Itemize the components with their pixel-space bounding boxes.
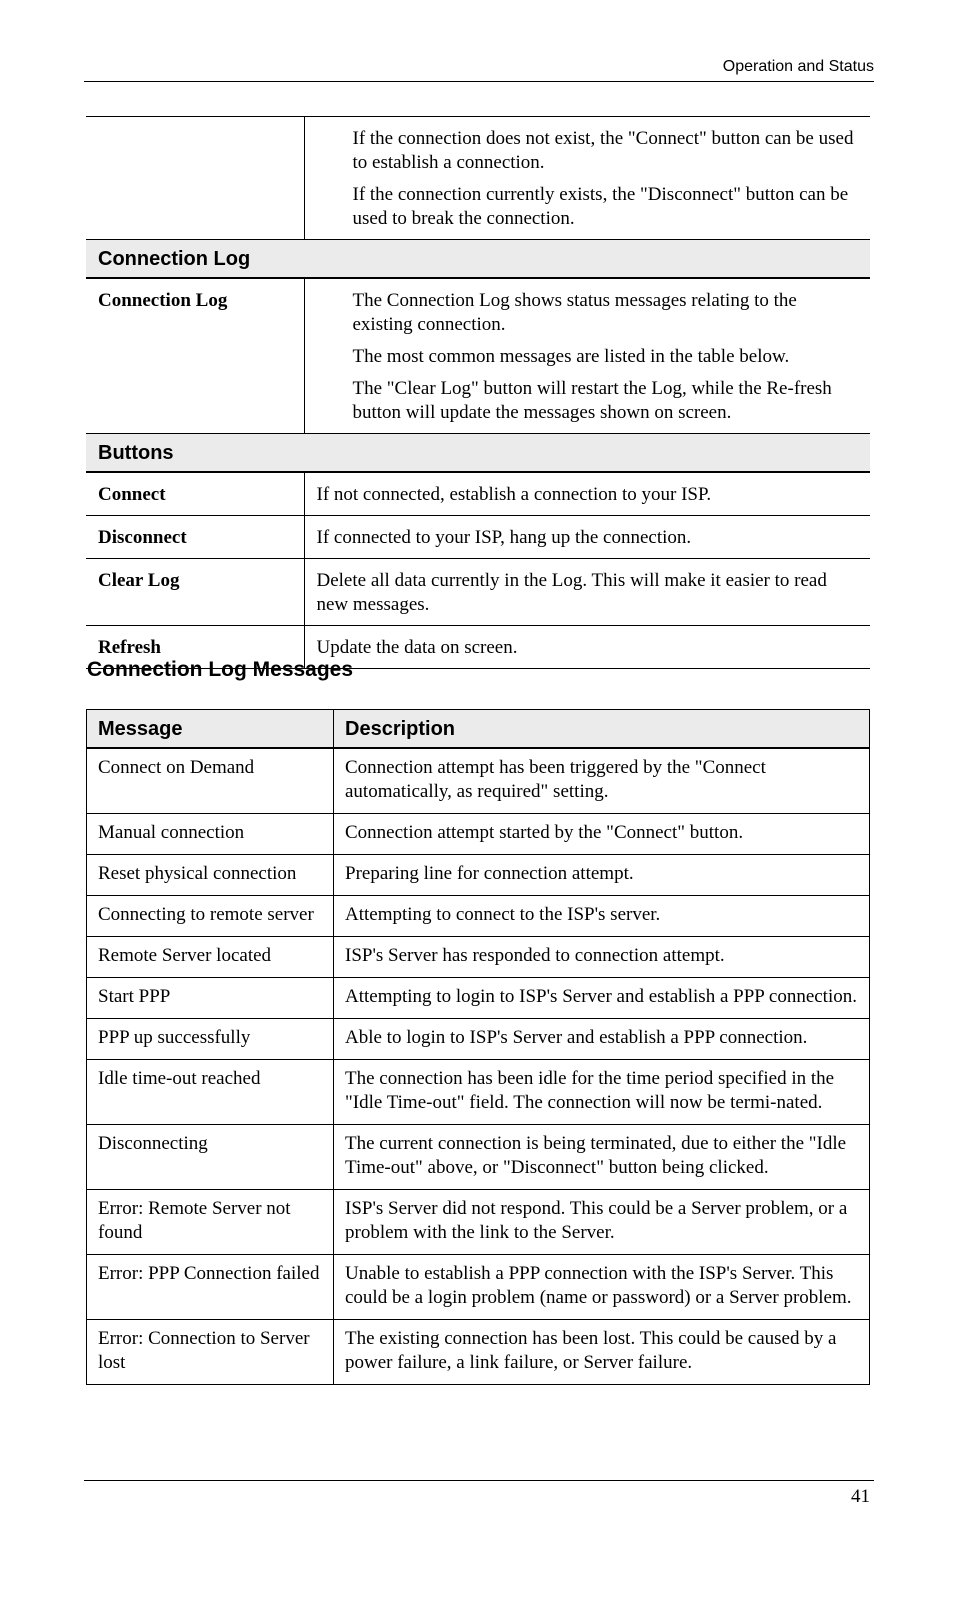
table-row (87, 1255, 870, 1320)
row-label: Connect (86, 472, 304, 516)
message-cell: Manual connection (87, 814, 334, 855)
description-cell: The current connection is being terminated, due to either the "Idle Time-out" above, or "Disconnect" button being clicked. (334, 1125, 870, 1190)
row-label: Clear Log (86, 559, 304, 626)
message-cell: Error: Connection to Server lost (87, 1320, 334, 1385)
description-cell: Attempting to login to ISP's Server and establish a PPP connection. (334, 978, 870, 1019)
description-cell: The existing connection has been lost. This could be caused by a power failure, a link failure, or Server failure. (334, 1320, 870, 1385)
description-cell: The connection has been idle for the time period specified in the "Idle Time-out" field. The connection will now be termi-nated. (334, 1060, 870, 1125)
description-cell: ISP's Server did not respond. This could be a Server problem, or a problem with the link to the Server. (334, 1190, 870, 1255)
intro-line: If the connection does not exist, the "Connect" button can be used to establish a connection. (352, 128, 854, 173)
table-row (87, 937, 870, 978)
button-row-connect (86, 472, 870, 516)
description-cell: Unable to establish a PPP connection with the ISP's Server. This could be a login problem (name or password) or a Server problem. (334, 1255, 870, 1320)
description-cell: Connection attempt has been triggered by the "Connect automatically, as required" setting. (334, 748, 870, 814)
intro-label-cell (86, 117, 304, 240)
table-row (87, 978, 870, 1019)
desc-line: The Connection Log shows status messages relating to the existing connection. (352, 290, 797, 335)
table-row (87, 748, 870, 814)
settings-table (86, 116, 870, 669)
row-description: If not connected, establish a connection to your ISP. (304, 472, 870, 516)
message-cell: Connect on Demand (87, 748, 334, 814)
desc-line: The "Clear Log" button will restart the Log, while the Re-fresh button will update the messages shown on screen. (352, 378, 832, 423)
message-cell: Start PPP (87, 978, 334, 1019)
row-description: Delete all data currently in the Log. This will make it easier to read new messages. (304, 559, 870, 626)
table-row (87, 855, 870, 896)
table-header-row (87, 710, 870, 749)
section-title: Connection Log Messages (87, 658, 354, 681)
running-header (84, 58, 874, 82)
message-cell: Disconnecting (87, 1125, 334, 1190)
description-cell: Able to login to ISP's Server and establish a PPP connection. (334, 1019, 870, 1060)
message-cell: Reset physical connection (87, 855, 334, 896)
table-row (87, 1019, 870, 1060)
footer-rule (84, 1480, 874, 1481)
description-cell: ISP's Server has responded to connection attempt. (334, 937, 870, 978)
row-label: Connection Log (86, 278, 304, 434)
section-heading-connection-log: Connection Log (86, 240, 870, 279)
message-cell: Remote Server located (87, 937, 334, 978)
message-cell: Error: PPP Connection failed (87, 1255, 334, 1320)
connection-log-row (86, 278, 870, 434)
table-row (87, 1190, 870, 1255)
messages-table (86, 709, 870, 1385)
column-header-message: Message (87, 710, 334, 749)
description-cell: Connection attempt started by the "Connect" button. (334, 814, 870, 855)
message-cell: PPP up successfully (87, 1019, 334, 1060)
table-row (87, 814, 870, 855)
description-cell: Attempting to connect to the ISP's server. (334, 896, 870, 937)
row-label: Refresh (86, 626, 304, 669)
section-heading-buttons: Buttons (86, 434, 870, 473)
row-description: If connected to your ISP, hang up the connection. (304, 516, 870, 559)
table-row (87, 1320, 870, 1385)
button-row-clear-log (86, 559, 870, 626)
section-heading-row (86, 434, 870, 473)
button-row-disconnect (86, 516, 870, 559)
header-title: Operation and Status (722, 58, 874, 75)
column-header-description: Description (334, 710, 870, 749)
message-cell: Idle time-out reached (87, 1060, 334, 1125)
row-description (304, 278, 870, 434)
section-heading-row (86, 240, 870, 279)
intro-line: If the connection currently exists, the "Disconnect" button can be used to break the connection. (352, 184, 849, 229)
table-row (87, 896, 870, 937)
table-row (87, 1060, 870, 1125)
intro-row (86, 117, 870, 240)
intro-desc-cell (304, 117, 870, 240)
page-number: 41 (851, 1486, 870, 1507)
message-cell: Connecting to remote server (87, 896, 334, 937)
desc-line: The most common messages are listed in the table below. (352, 346, 790, 367)
row-description: Update the data on screen. (304, 626, 870, 669)
message-cell: Error: Remote Server not found (87, 1190, 334, 1255)
row-label: Disconnect (86, 516, 304, 559)
messages-table-body (87, 748, 870, 1385)
table-row (87, 1125, 870, 1190)
description-cell: Preparing line for connection attempt. (334, 855, 870, 896)
